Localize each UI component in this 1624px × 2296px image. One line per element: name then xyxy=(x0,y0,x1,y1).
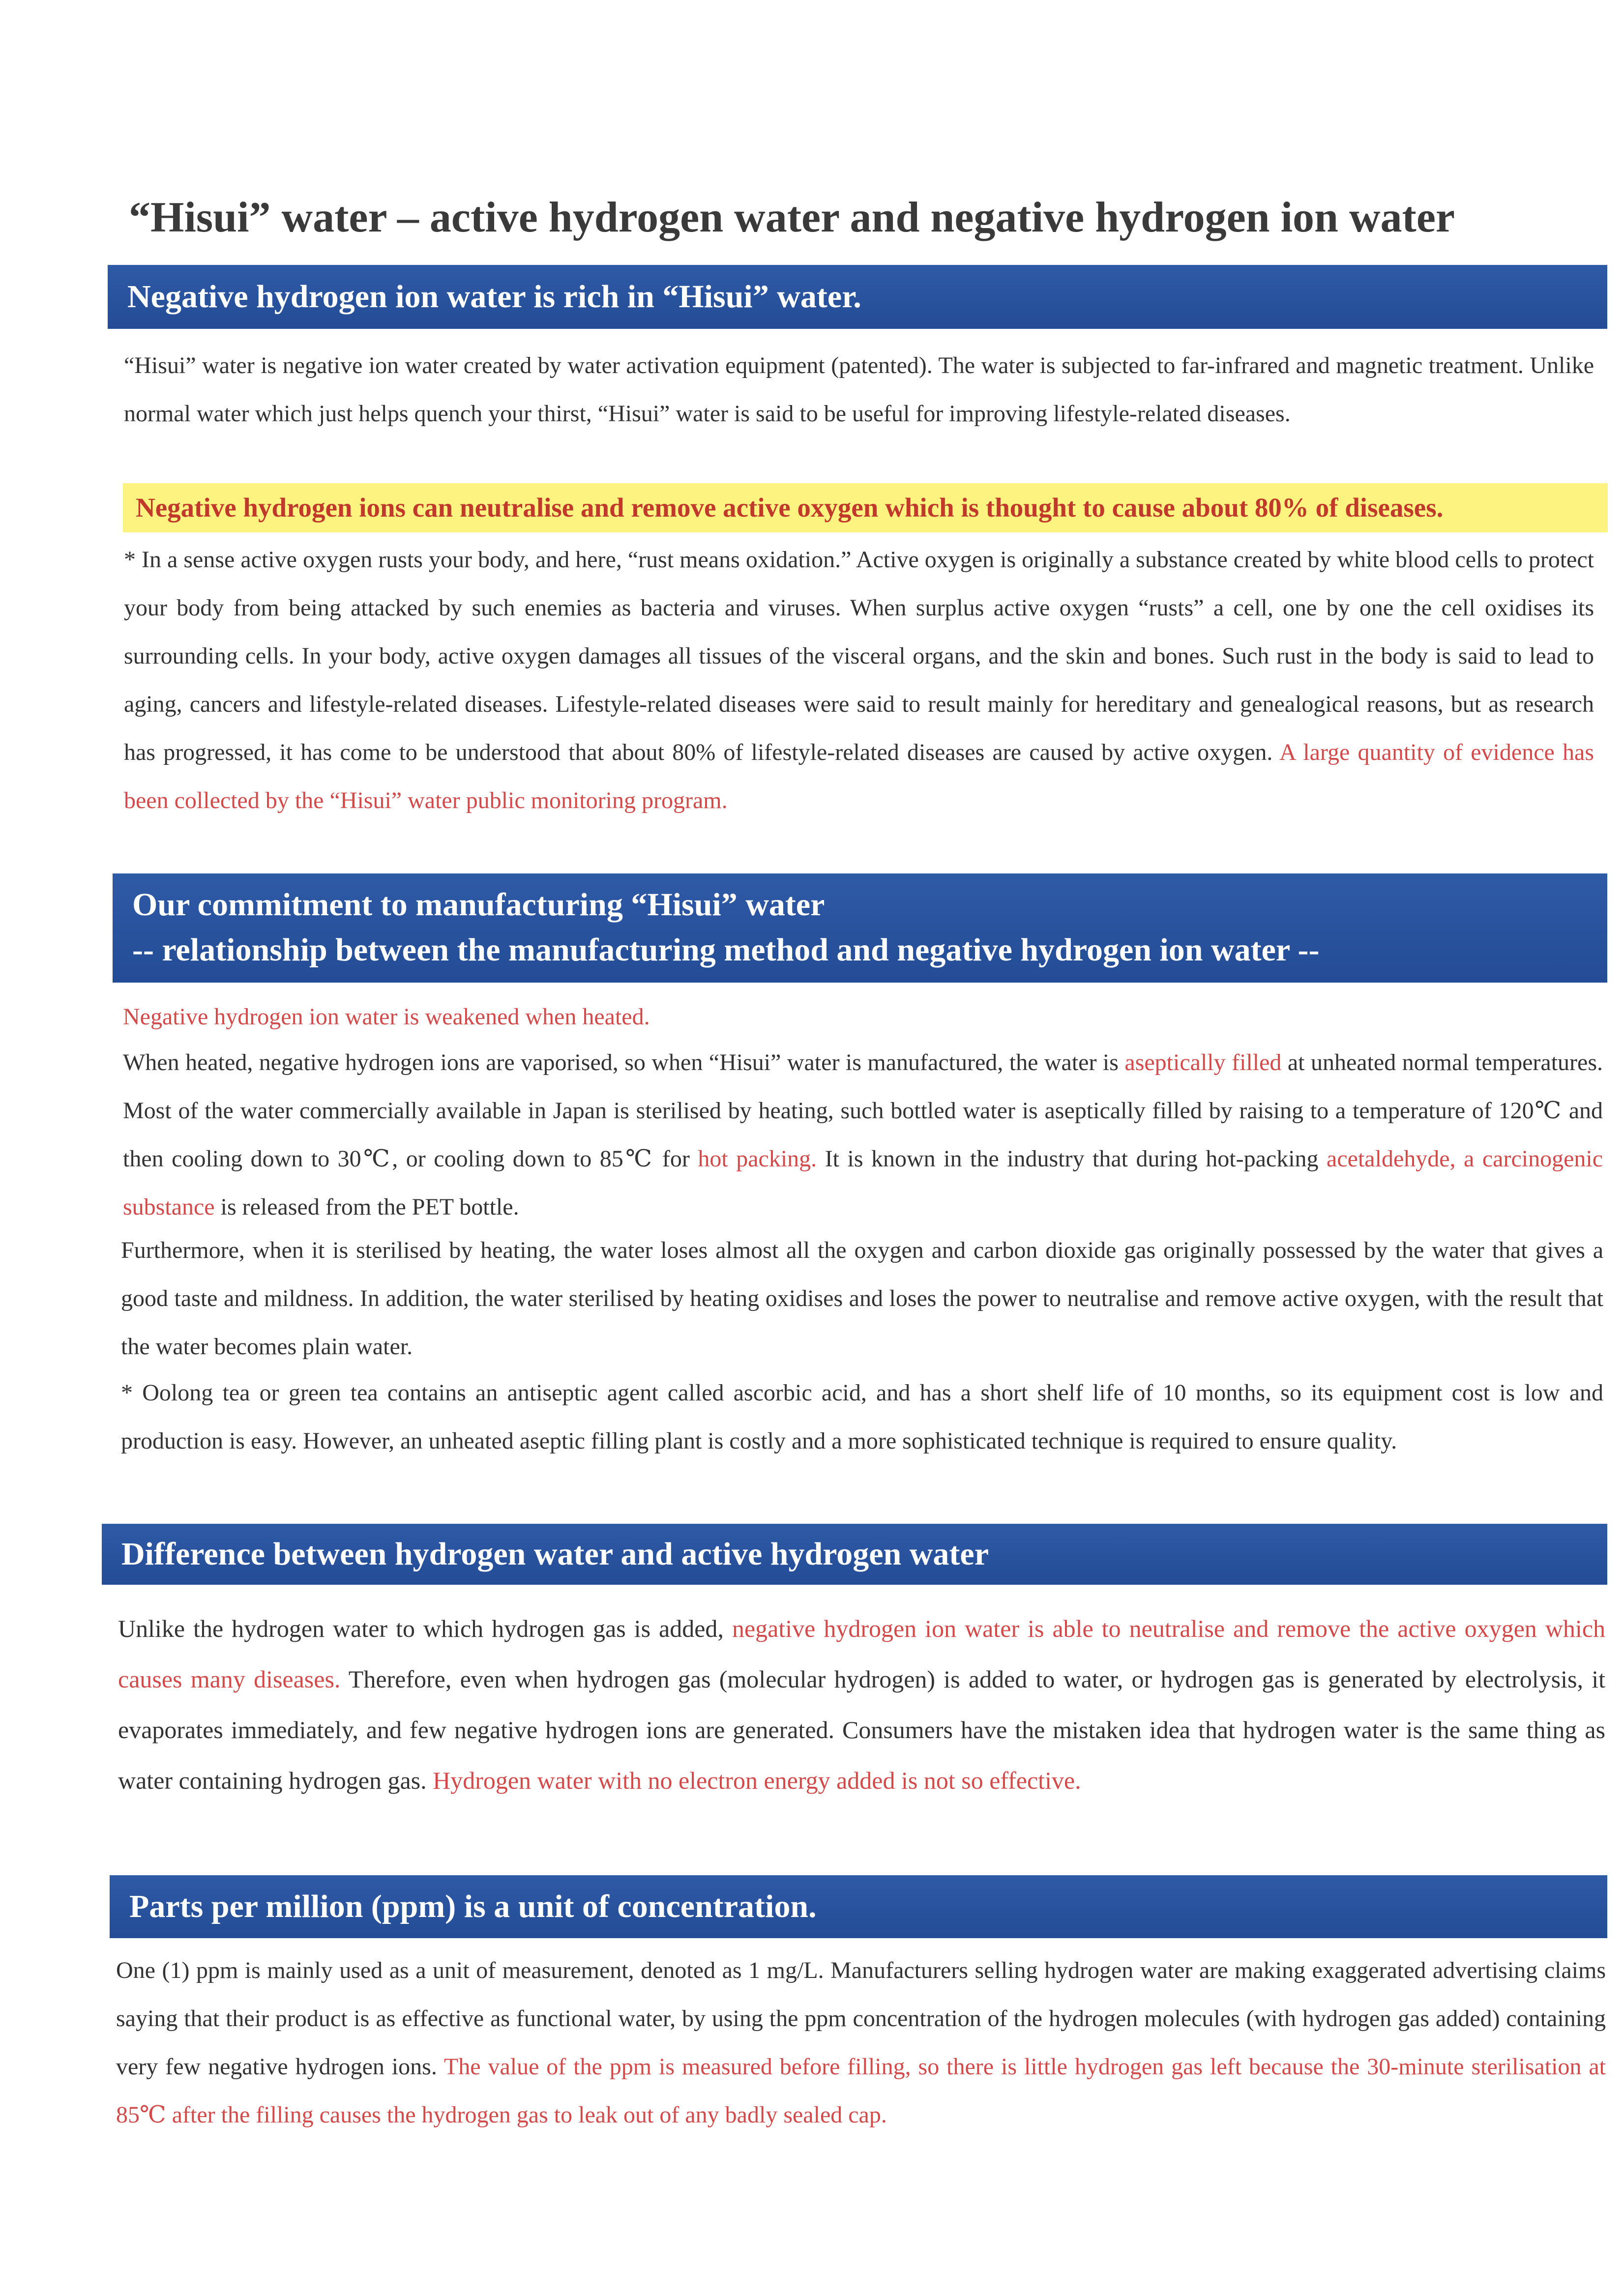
highlighted-statement: Negative hydrogen ions can neutralise and remove active oxygen which is thought to cause about 80% of diseases. xyxy=(123,483,1608,532)
red-text-hot-packing: hot packing. xyxy=(698,1146,817,1172)
section-heading-manufacturing xyxy=(113,873,1607,983)
paragraph-ppm xyxy=(116,1947,1606,2139)
red-line-weakened-when-heated: Negative hydrogen ion water is weakened when heated. xyxy=(123,1004,650,1030)
section-heading-text: Difference between hydrogen water and active hydrogen water xyxy=(121,1536,989,1572)
paragraph-hydrogen-difference xyxy=(118,1603,1605,1806)
paragraph-text: When heated, negative hydrogen ions are vaporised, so when “Hisui” water is manufactured, the water is xyxy=(123,1049,1119,1075)
section-heading-ppm xyxy=(110,1875,1607,1938)
paragraph-oolong-tea: * Oolong tea or green tea contains an antiseptic agent called ascorbic acid, and has a short shelf life of 10 months, so its equipment cost is low and production is easy. However, an unheated aseptic filling plant is costly and a more sophisticated technique is required to ensure quality. xyxy=(121,1380,1603,1454)
section-heading-text: Parts per million (ppm) is a unit of concentration. xyxy=(129,1889,817,1924)
section-heading-negative-ion-rich xyxy=(108,265,1607,329)
red-text-aseptically-filled: aseptically filled xyxy=(1124,1049,1282,1075)
section-heading-text: Negative hydrogen ion water is rich in “Hisui” water. xyxy=(127,279,861,315)
section-heading-hydrogen-difference xyxy=(102,1524,1607,1585)
paragraph-hisui-intro: “Hisui” water is negative ion water created by water activation equipment (patented). The water is subjected to far-infrared and magnetic treatment. Unlike normal water which just helps quench your thirst, “Hisui” water is said to be useful for improving lifestyle-related diseases. xyxy=(124,352,1594,427)
red-text-no-electron-energy: Hydrogen water with no electron energy added is not so effective. xyxy=(433,1767,1081,1794)
red-text-ppm-measured: The value of the ppm is measured before filling, so there is little hydrogen gas left because the 30-minute sterilisation at 85℃ after the filling causes the hydrogen gas to leak out of any badly sealed cap. xyxy=(116,2054,1606,2128)
red-text-neutralise: negative hydrogen ion water is able to neutralise and remove the active oxygen which causes many diseases. xyxy=(118,1615,1606,1693)
paragraph-active-oxygen xyxy=(124,536,1594,825)
paragraph-text: One (1) ppm is mainly used as a unit of measurement, denoted as 1 mg/L. Manufacturers selling hydrogen water are making exaggerated advertising claims saying that their product is as effective as functional water, by using the ppm concentration of the hydrogen molecules (with hydrogen gas added) containing very few negative hydrogen ions. xyxy=(116,1957,1606,2080)
paragraph-heating xyxy=(123,1039,1603,1231)
paragraph-text: It is known in the industry that during hot-packing xyxy=(825,1146,1319,1172)
red-text-acetaldehyde: acetaldehyde, a carcinogenic substance xyxy=(123,1146,1603,1220)
paragraph-text: is released from the PET bottle. xyxy=(220,1194,519,1220)
paragraph-sterilisation: Furthermore, when it is sterilised by heating, the water loses almost all the oxygen and carbon dioxide gas originally possessed by the water that gives a good taste and mildness. In addition, the water sterilised by heating oxidises and loses the power to neutralise and remove active oxygen, with the result that the water becomes plain water. xyxy=(121,1237,1603,1360)
paragraph-text: Unlike the hydrogen water to which hydrogen gas is added, xyxy=(118,1615,724,1642)
paragraph-text: at unheated normal temperatures. Most of the water commercially available in Japan is sterilised by heating, such bottled water is aseptically filled by raising to a temperature of 120℃ and then cooling down to 30℃, or cooling down to 85℃ for xyxy=(123,1049,1603,1172)
section-heading-line1: Our commitment to manufacturing “Hisui” water xyxy=(132,887,825,923)
paragraph-text: * In a sense active oxygen rusts your body, and here, “rust means oxidation.” Active oxygen is originally a substance created by white blood cells to protect your body from being attacked by such enemies as bacteria and viruses. When surplus active oxygen “rusts” a cell, one by one the cell oxidises its surrounding cells. In your body, active oxygen damages all tissues of the visceral organs, and the skin and bones. Such rust in the body is said to lead to aging, cancers and lifestyle-related diseases. Lifestyle-related diseases were said to result mainly for hereditary and genealogical reasons, but as research has progressed, it has come to be understood that about 80% of lifestyle-related diseases are caused by active oxygen. xyxy=(124,547,1594,765)
page-title: “Hisui” water – active hydrogen water and negative hydrogen ion water xyxy=(129,194,1455,241)
red-text-evidence: A large quantity of evidence has been collected by the “Hisui” water public monitoring program. xyxy=(124,739,1594,814)
section-heading-line2: -- relationship between the manufacturing method and negative hydrogen ion water -- xyxy=(132,932,1320,968)
paragraph-text: Therefore, even when hydrogen gas (molecular hydrogen) is added to water, or hydrogen gas is generated by electrolysis, it evaporates immediately, and few negative hydrogen ions are generated. Consumers have the mistaken idea that hydrogen water is the same thing as water containing hydrogen gas. xyxy=(118,1665,1605,1794)
